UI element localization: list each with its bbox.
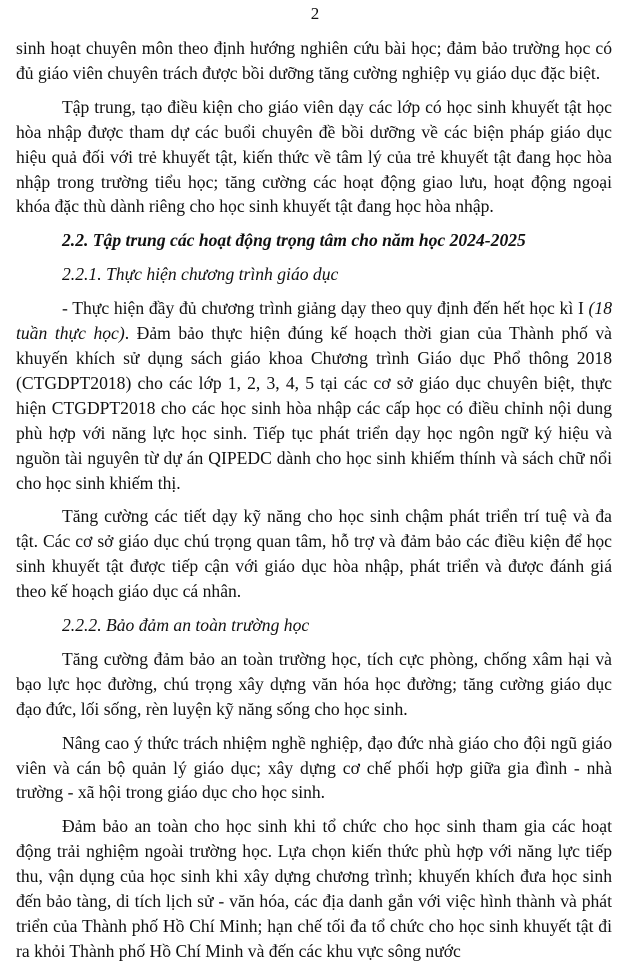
paragraph-field-trips: Đảm bảo an toàn cho học sinh khi tổ chức cho học sinh tham gia các hoạt động trải nghiệm ngoài trường học. Lựa chọn kiến thức phù hợp với năng lực tiếp thu, vận dụng của học sinh khi xây dựng chương trình; khuyến khích đưa học sinh đến bảo tàng, di tích lịch sử - văn hóa, các địa danh gắn với việc hình thành và phát triển của Thành phố Hồ Chí Minh; hạn chế tối đa tổ chức cho học sinh khuyết tật đi ra khỏi Thành phố Hồ Chí Minh và đến các khu vực sông nước — [16, 816, 612, 961]
page-number: 2 — [310, 4, 320, 23]
document-body — [16, 36, 612, 964]
paragraph-professional-ethics: Nâng cao ý thức trách nhiệm nghề nghiệp, đạo đức nhà giáo cho đội ngũ giáo viên và cán bộ quản lý giáo dục; xây dựng cơ chế phối hợp giữa gia đình - nhà trường - xã hội trong giáo dục cho học sinh. — [16, 732, 612, 803]
paragraph-school-safety: Tăng cường đảm bảo an toàn trường học, tích cực phòng, chống xâm hại và bạo lực học đường, chú trọng xây dựng văn hóa học đường; tăng cường giáo dục đạo đức, lối sống, rèn luyện kỹ năng sống cho học sinh. — [16, 648, 612, 719]
paragraph-teacher-training: Tập trung, tạo điều kiện cho giáo viên dạy các lớp có học sinh khuyết tật học hòa nhập được tham dự các buổi chuyên đề bồi dưỡng về các biện pháp giáo dục hiệu quả đối với trẻ khuyết tật, kiến thức về tâm lý của trẻ khuyết tật đang học hòa nhập trong trường tiểu học; tăng cường các hoạt động giao lưu, hoạt động ngoại khóa đặc thù dành riêng cho học sinh khuyết tật đang học hòa nhập. — [16, 96, 612, 217]
subsection-heading-2-2-2: 2.2.2. Bảo đảm an toàn trường học — [62, 615, 310, 636]
paragraph-skills: Tăng cường các tiết dạy kỹ năng cho học sinh chậm phát triển trí tuệ và đa tật. Các cơ sở giáo dục chú trọng quan tâm, hỗ trợ và đảm bảo các điều kiện để học sinh khuyết tật được tiếp cận với giáo dục hòa nhập, phát triển và được đánh giá theo kế hoạch giáo dục cá nhân. — [16, 506, 612, 602]
curriculum-weeks-note: (18 tuần thực học) — [16, 298, 612, 344]
curriculum-text-rest: . Đảm bảo thực hiện đúng kế hoạch thời gian của Thành phố và khuyến khích sử dụng sách giáo khoa Chương trình Giáo dục Phổ thông 2018 (CTGDPT2018) cho các lớp 1, 2, 3, 4, 5 tại các cơ sở giáo dục chuyên biệt, thực hiện CTGDPT2018 cho các học sinh hòa nhập các cấp học có điều chỉnh nội dung phù hợp với năng lực học sinh. Tiếp tục phát triển dạy học ngôn ngữ ký hiệu và nguồn tài nguyên từ dự án QIPEDC dành cho học sinh khiếm thính và sách chữ nổi cho học sinh khiếm thị. — [16, 323, 612, 493]
paragraph-curriculum — [16, 296, 612, 495]
subsection-heading-2-2-1: 2.2.1. Thực hiện chương trình giáo dục — [62, 264, 339, 285]
section-heading-2-2: 2.2. Tập trung các hoạt động trọng tâm cho năm học 2024-2025 — [62, 230, 526, 251]
curriculum-text-start: - Thực hiện đầy đủ chương trình giảng dạy theo quy định đến hết học kì I — [62, 298, 589, 319]
paragraph-continuation: sinh hoạt chuyên môn theo định hướng nghiên cứu bài học; đảm bảo trường học có đủ giáo viên chuyên trách được bồi dưỡng tăng cường nghiệp vụ giáo dục đặc biệt. — [16, 38, 612, 83]
